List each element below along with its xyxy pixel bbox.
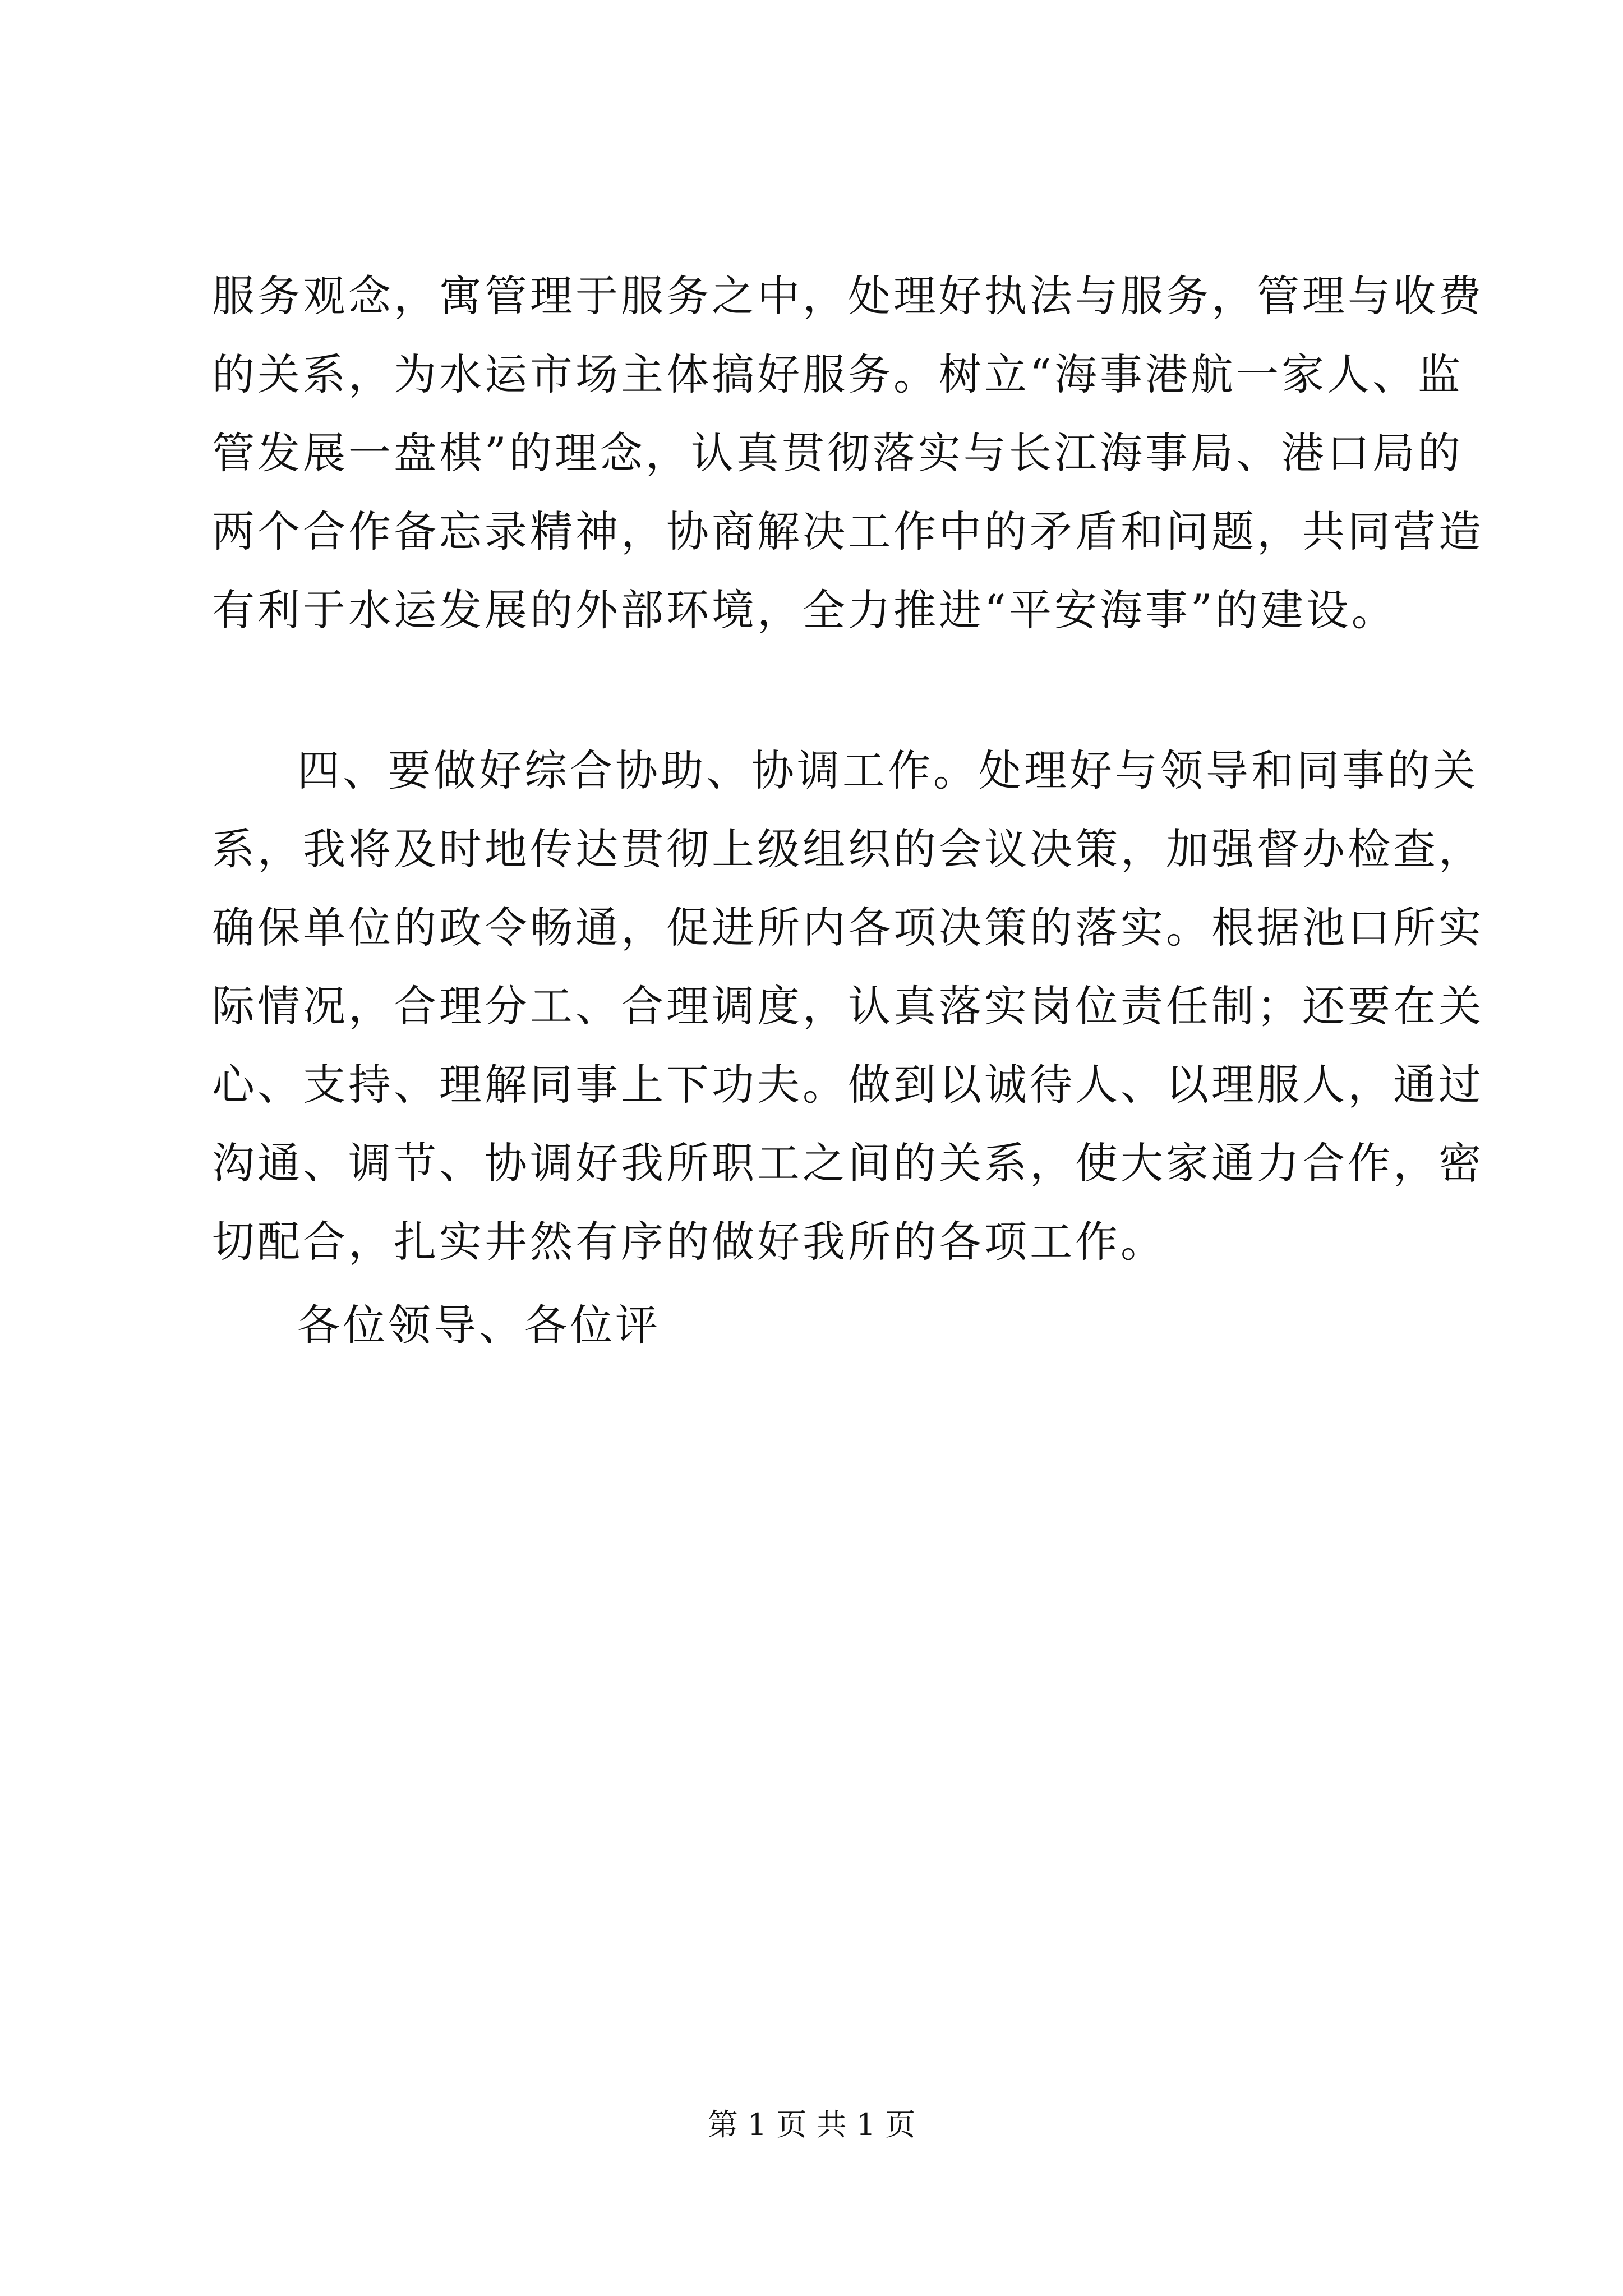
closing-line: 各位领导、各位评 <box>297 1300 661 1350</box>
body-line-5: 有利于水运发展的外部环境，全力推进“平安海事”的建设。 <box>212 585 1397 635</box>
body-line-12: 切配合，扎实井然有序的做好我所的各项工作。 <box>212 1217 1166 1267</box>
body-line-2: 的关系，为水运市场主体搞好服务。树立“海事港航一家人、监 <box>212 349 1463 399</box>
body-line-4: 两个合作备忘录精神，协商解决工作中的矛盾和问题，共同营造 <box>212 507 1484 556</box>
page-footer: 第 1 页 共 1 页 <box>707 2107 916 2142</box>
body-line-11: 沟通、调节、协调好我所职工之间的关系，使大家通力合作，密 <box>212 1138 1484 1188</box>
body-line-3: 管发展一盘棋”的理念，认真贯彻落实与长江海事局、港口局的 <box>212 428 1463 478</box>
body-line-8: 确保单位的政令畅通，促进所内各项决策的落实。根据池口所实 <box>212 903 1484 953</box>
body-line-10: 心、支持、理解同事上下功夫。做到以诚待人、以理服人，通过 <box>212 1060 1484 1110</box>
body-line-7: 系，我将及时地传达贯彻上级组织的会议决策，加强督办检查， <box>212 824 1484 874</box>
body-line-1: 服务观念，寓管理于服务之中，处理好执法与服务，管理与收费 <box>212 271 1484 321</box>
paragraph-4-heading-line: 四、要做好综合协助、协调工作。处理好与领导和同事的关 <box>297 746 1478 795</box>
body-line-9: 际情况，合理分工、合理调度，认真落实岗位责任制；还要在关 <box>212 981 1484 1031</box>
